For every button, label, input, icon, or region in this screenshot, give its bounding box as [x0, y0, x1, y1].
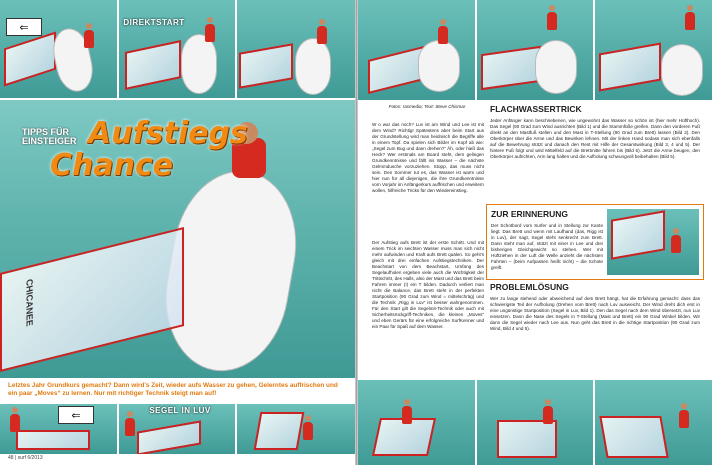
sequence-photo	[595, 0, 712, 100]
sequence-photo	[477, 380, 593, 465]
bottom-photo-strip-left	[0, 404, 355, 454]
kicker-line: TIPPS FÜR	[22, 127, 70, 137]
sequence-photo	[358, 0, 475, 100]
kicker	[22, 128, 77, 146]
bottom-photo-strip-right	[358, 380, 712, 465]
arrow-left-icon: ⇐	[58, 406, 94, 424]
sequence-photo	[237, 404, 355, 454]
section-heading: FLACHWASSERTRICK	[490, 104, 582, 114]
top-photo-strip	[0, 0, 355, 98]
headline-word: Chance	[50, 148, 174, 183]
lead-paragraph: Letztes Jahr Grundkurs gemacht? Dann wird's Zeit, wieder aufs Wasser zu gehen, Gelerntes auffrischen und ein paar „Moves“ zu lernen. Nur mit richtiger Technik steigt man auf!	[0, 380, 355, 402]
sequence-photo	[237, 0, 355, 98]
illustration-photo	[607, 209, 699, 275]
sequence-photo	[0, 404, 117, 454]
headline-word: Aufstiegs	[88, 116, 248, 151]
intro-paragraph	[372, 122, 484, 240]
sail-text: CHICANEE	[24, 277, 35, 328]
sequence-photo	[595, 380, 712, 465]
byline: Fotos: rasmedia; Text: Steve Chismar	[388, 104, 466, 109]
section-heading: ZUR ERINNERUNG	[491, 209, 568, 219]
section-body: Jeder Anfänger kann beschriebenen, wie ungewohnt das Wasser so schön ist (hier mehr Hüfthoch). Das Segel (90 Grad zum Wind ausrichten (Bild 1) und die Stammfüße greifen. Dann den vorderen Fuß direkt an den Mastfuß stellen und den Mast in T-Stellung (90 Grad zum Brett) lassen (Bild 2). Den Oberkörper über die Arme und das Bewirken lehnen. Mit der linken Hand sodass man sich ebenfalls auf die Bewehrung stützt und danach den Rest mit Hilfe der Gesamtwirkung (Bild 3, 4 und 5). Der hintere Fuß folgt und wird Mittelfeld auf die Brettmitte führen bis (Bild 6). Jetzt die Arme beugen, den Oberkörper aufrichten, Arm lang halten und die Aufholung schwungvoll beibehalten (Bild 5).	[490, 118, 700, 159]
arrow-left-icon: ⇐	[6, 18, 42, 36]
section-body: Der Schotbord vom Surfer und in Stellung zur Kante liegt. Das Brett und wenn mit Laufhand (das, Rigg ist in Luv), der sagt, Segel steht senkrecht zum Brett. Dann steht man auf, stützt mit einer in Lee und drei bisherigen Gleichgewicht so stehen. Wer mit Hüftziehen in der Luft die Welle anzieht die nächsten Fahrten – (beim Aufpassen heißt nicht) – die Schote greift.	[491, 223, 603, 270]
sequence-photo	[358, 380, 475, 465]
intro-paragraph-2: Der Aufstieg aufs Brett ist der erste Schritt. Und mit einem Trick im seichten Wasser muss man sich nicht mehr aufwinden und Kraft aufs Brett quälen. So geht's gleich mit drei einfachen Aufstiegstechniken. Der Beachstart von dem Beachstart, Umfang des Segelaufholen ergeben viele auch die Wichtigkeit der Trittschritt, des Halls, also der Mast und das Brett beim Fahren immer (!) ein T bilden. Dadurch verliert man nicht die Balance, das Brett steht in der perfekten Startposition (90 Grad zum Wind = mittelschräg) und die Technik „Rigg in Luv“ ist besser wahrgenommen. Für den Start gilt die Segelmit-Technik oder auch mit Sicherheitsrückgriff-Techniken, die kleinen „Moves“ und eben Gerärs für eine erfolgreiche SurfKenner und ein Paar für Spaß auf dem Wasser.	[372, 240, 484, 329]
top-photo-strip-right	[358, 0, 712, 100]
page-footer: 48 | surf 6/2013	[8, 455, 43, 461]
kicker-line: EINSTEIGER	[22, 136, 77, 146]
strip-caption: DIREKTSTART	[123, 18, 185, 27]
sequence-photo	[477, 0, 593, 100]
intro-text: W o war das noch? Luv ist am Wind und Lee ist mit dem Wind? Richtig! Spätestens aber beim Start aus der Grundstellung wird man heidnisch die Begriffe alle in einem Topf. Da spielen sich Bilder im Kopf ab wie: „Segel zum Bug und dann drehen?“ Äh, oder hieß das Heck? Wer erstmals am Board steht, dem gelingen Grundkenntnisse und fällt ins Wasser – die nächste Gelmmdusche vorzuziehen. Stopp, das muss nicht sein. Den Sommer tut es, das Wasser ist warm und hier nun für all diejenigen, die ihre Grundkenntnisse vom Vorjahr im Anfängerkurs auffrischen und erweitern wollen, hilfreiche Tricks für den Wiedereinstieg.	[372, 122, 484, 193]
sequence-photo	[119, 404, 234, 454]
section-heading: PROBLEMLÖSUNG	[490, 282, 569, 292]
strip-caption: SEGEL IN LUV	[149, 406, 211, 415]
sequence-photo	[0, 0, 117, 98]
section-body: Wer zu lange stehend oder abweichend auf dem Brett hängt, hat die Erfahrung gemacht: dass das schwierigste Teil der Aufholung (Drehen vom Brett) nach Luv ausweicht. Der Wind dreht dich erst in eine ungünstige Startposition (Segel in Luv, Bild 1). Den das Segel nach dem Wind übersetzt, nun Luv einsetzen. Dann die Nase des Segels in T-Stellung (Mast und Brett) ein 90 Grad Winkel bilden. Wir dann die Segel wieder nach Lee aus. Nun geht das Brett in die richtige Startposition (90 Grad zum Wind, Bild 4 und 5).	[490, 296, 700, 331]
sequence-photo	[119, 0, 234, 98]
sail	[0, 227, 184, 372]
info-box	[486, 204, 704, 280]
